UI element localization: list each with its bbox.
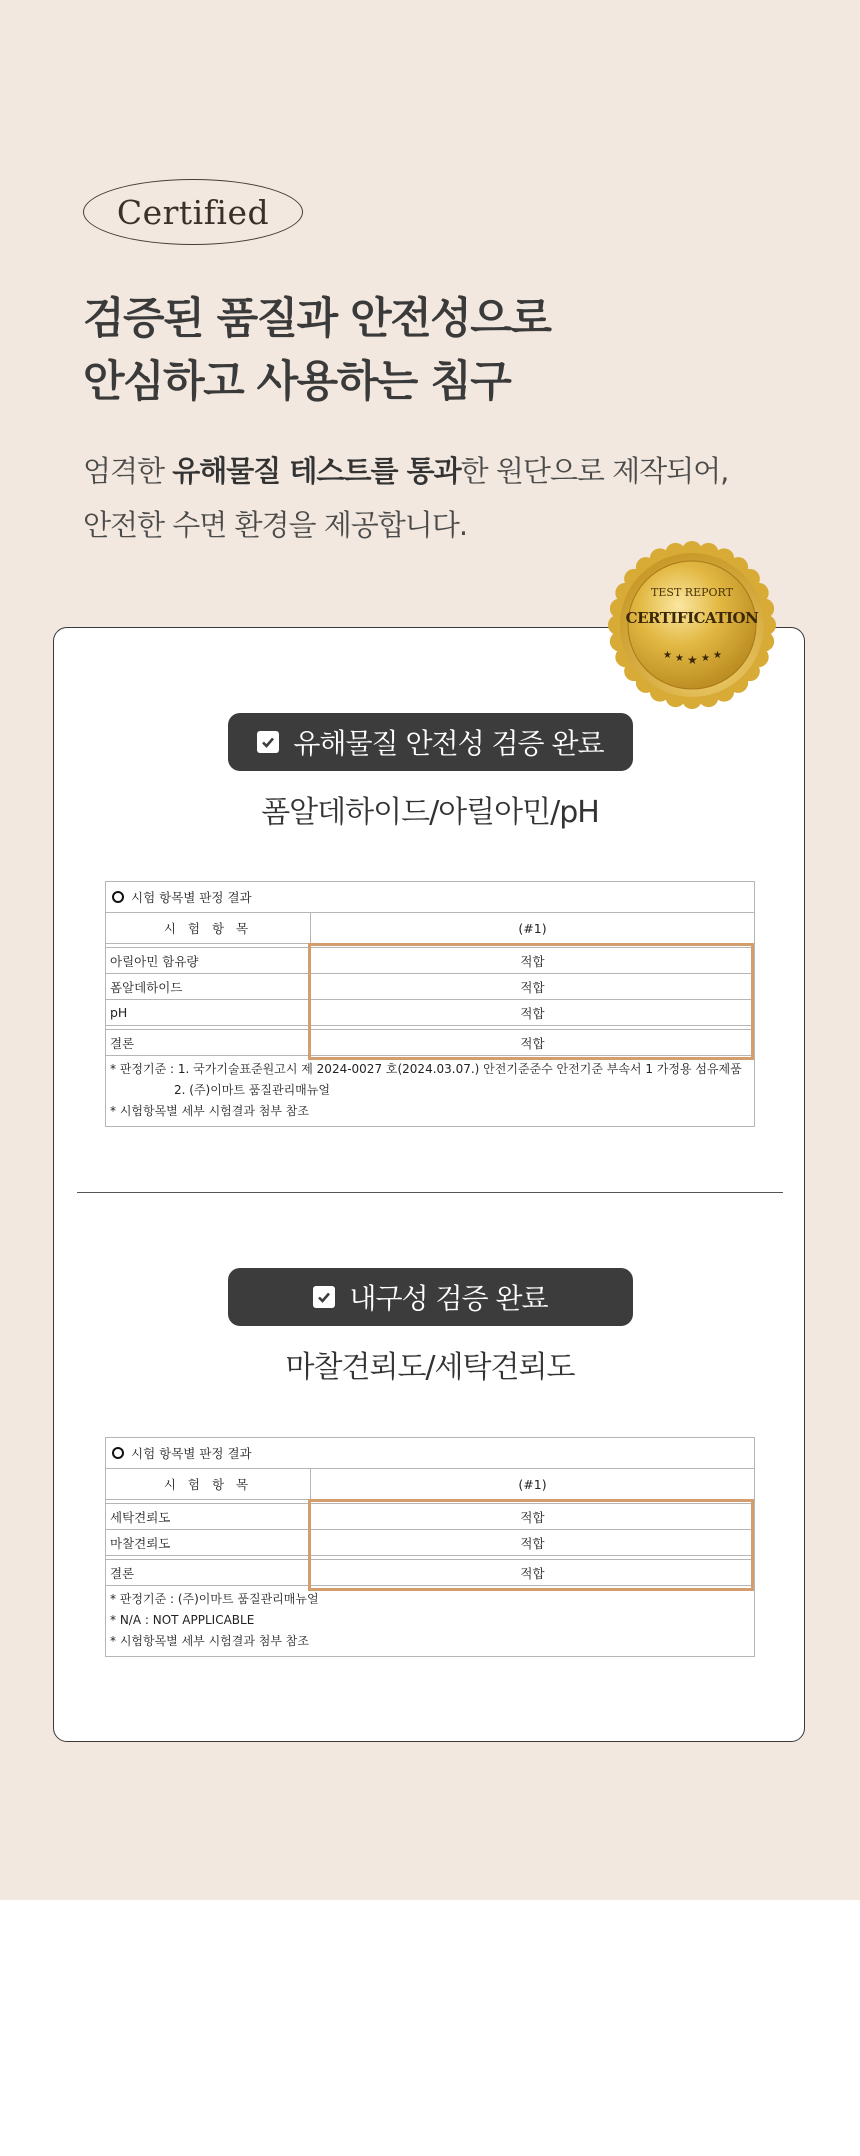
headline-line-2: 안심하고 사용하는 침구 [83,357,511,407]
section-divider [77,1192,783,1193]
certified-label: Certified [83,179,303,245]
description-line-2: 안전한 수면 환경을 제공합니다. [83,508,468,542]
table-header-row: 시 험 항 목 (#1) [106,1469,754,1500]
report-notes: * 판정기준 : 1. 국가기술표준원고시 제 2024-0027 호(2024.03.07.) 안전기준준수 안전기준 부속서 1 가정용 섬유제품 2. (주)이마트 품질관리매뉴얼 * 시험항목별 세부 시험결과 첨부 참조 [110,1062,742,1118]
test-report-2 [105,1437,755,1657]
table-row-conclusion: 결론 적합 [106,1030,754,1056]
report-title: 시험 항목별 판정 결과 [106,882,754,913]
table-row-conclusion: 결론 적합 [106,1560,754,1586]
svg-text:★: ★ [713,650,722,661]
bullet-icon [112,891,124,903]
table-row: 마찰견뢰도 적합 [106,1530,754,1556]
seal-main-text: CERTIFICATION [625,609,759,627]
report-table [106,1469,754,1586]
table-row: 세탁견뢰도 적합 [106,1504,754,1530]
report-notes: * 판정기준 : (주)이마트 품질관리매뉴얼 * N/A : NOT APPLICABLE * 시험항목별 세부 시험결과 첨부 참조 [110,1592,319,1648]
test-report-1 [105,881,755,1127]
certification-seal-icon [607,540,777,710]
report-title: 시험 항목별 판정 결과 [106,1438,754,1469]
hazardous-substance-subtitle: 폼알데하이드/아릴아민/pH [261,795,599,830]
report-table [106,913,754,1056]
description-line-1: 엄격한 유해물질 테스트를 통과한 원단으로 제작되어, [83,454,729,488]
description-bold: 유해물질 테스트를 통과 [172,454,461,488]
table-row: 아릴아민 함유량 적합 [106,948,754,974]
svg-text:★: ★ [687,653,698,667]
table-row: pH 적합 [106,1000,754,1026]
svg-text:★: ★ [663,650,672,661]
table-header-row: 시 험 항 목 (#1) [106,913,754,944]
table-row: 폼알데하이드 적합 [106,974,754,1000]
description [83,444,728,552]
hazardous-substance-pill: 유해물질 안전성 검증 완료 [228,713,633,771]
headline [83,288,550,414]
seal-top-text: TEST REPORT [651,586,733,599]
svg-text:★: ★ [701,653,710,664]
svg-text:★: ★ [675,653,684,664]
checkbox-icon [313,1286,335,1308]
headline-line-1: 검증된 품질과 안전성으로 [83,294,551,344]
durability-subtitle: 마찰견뢰도/세탁견뢰도 [285,1350,575,1385]
durability-pill: 내구성 검증 완료 [228,1268,633,1326]
checkbox-icon [257,731,279,753]
bullet-icon [112,1447,124,1459]
